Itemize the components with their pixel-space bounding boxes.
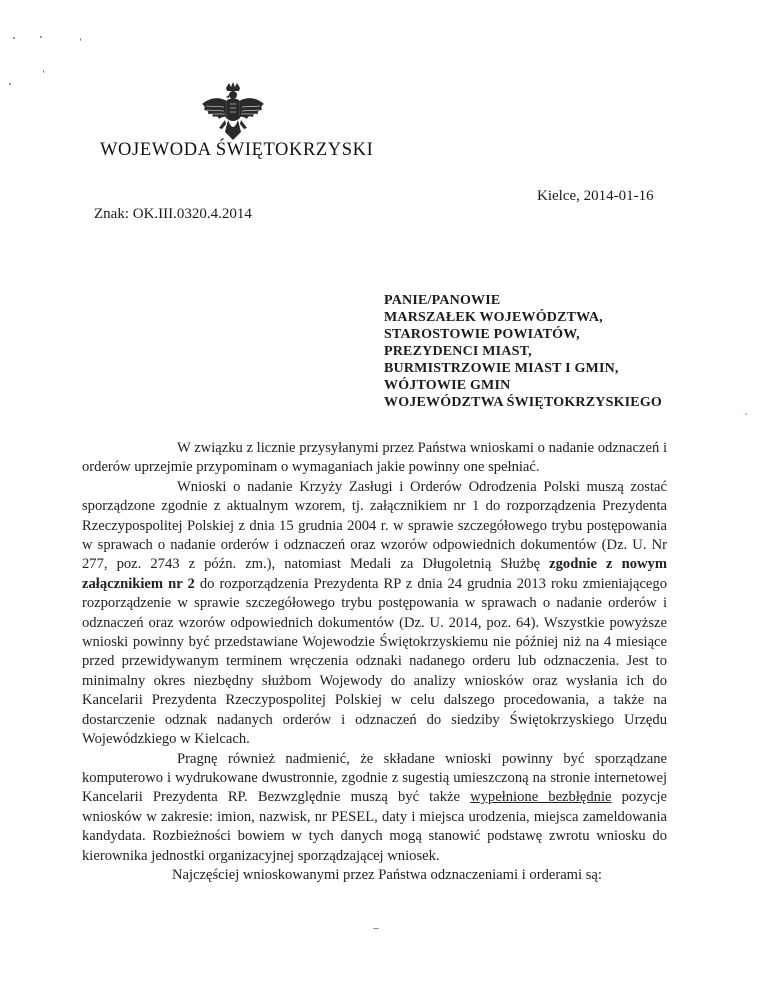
recipient-line: STAROSTOWIE POWIATÓW, (384, 327, 580, 342)
paragraph-requirements (82, 478, 667, 750)
scan-speck (80, 38, 81, 41)
paragraph-text: Pragnę również nadmienić, że składane wnioski powinny być sporządzane komputerowo i wydrukowane dwustronnie, zgodnie z sugestią umieszczoną na stronie internetowej Kancelarii Prezydenta RP. Bezwzględnie muszą być także (82, 750, 667, 806)
recipient-line: PREZYDENCI MIAST, (384, 344, 532, 359)
office-title: WOJEWODA ŚWIĘTOKRZYSKI (100, 140, 374, 160)
recipient-line: WOJEWÓDZTWA ŚWIĘTOKRZYSKIEGO (384, 395, 663, 410)
underlined-emphasis: wypełnione bezbłędnie (470, 789, 612, 806)
recipient-block (384, 292, 662, 411)
paragraph-format (82, 750, 667, 866)
paragraph-intro: W związku z licznie przysyłanymi przez Państwa wnioskami o nadanie odznaczeń i orderów uprzejmie przypominam o wymaganiach jakie powinny one spełniać. (82, 440, 667, 476)
recipient-line: BURMISTRZOWIE MIAST I GMIN, (384, 361, 619, 376)
place-and-date: Kielce, 2014-01-16 (537, 188, 654, 204)
scan-speck (43, 70, 44, 73)
scan-speck (40, 36, 42, 38)
recipient-line: WÓJTOWIE GMIN (384, 378, 511, 393)
polish-eagle-emblem-icon (200, 82, 266, 146)
scan-speck (13, 37, 15, 39)
scan-mark (373, 928, 379, 929)
reference-number: Znak: OK.III.0320.4.2014 (94, 206, 252, 222)
bold-emphasis: zgodnie z nowym załącznikiem nr 2 (82, 556, 667, 592)
recipient-line: MARSZAŁEK WOJEWÓDZTWA, (384, 310, 603, 325)
scan-speck (9, 83, 11, 85)
letter-body (82, 439, 667, 885)
paragraph-text: do rozporządzenia Prezydenta RP z dnia 24 grudnia 2013 roku zmieniającego rozporządzenie w sprawie szczegółowego trybu postępowania w sprawach o nadanie orderów i odznaczeń oraz wzorów odpowiednich dokumentów (Dz. U. 2014, poz. 64). Wszystkie powyższe wnioski powinny być przedstawiane Wojewodzie Świętokrzyskiemu nie później niż na 4 miesiące przed przewidywanym terminem wręczenia odznaki nadanego orderu lub odznaczenia. Jest to minimalny okres niezbędny służbom Wojewody do analizy wniosków oraz wysłania ich do Kancelarii Prezydenta Rzeczypospolitej Polskiej w celu dalszego procedowania, a także na dostarczenie odznak nadanych orderów i odznaczeń do siedziby Świętokrzyskiego Urzędu Wojewódzkiego w Kielcach. (82, 575, 668, 748)
paragraph-list-intro: Najczęściej wnioskowanymi przez Państwa odznaczeniami i orderami są: (172, 866, 602, 883)
recipient-line: PANIE/PANOWIE (384, 293, 501, 308)
scan-speck (745, 413, 747, 415)
paragraph-text: Wnioski o nadanie Krzyży Zasługi i Orderów Odrodzenia Polski muszą zostać sporządzone zgodnie z aktualnym wzorem, tj. załącznikiem nr 1 do rozporządzenia Prezydenta Rzeczypospolitej Polskiej z dnia 15 grudnia 2004 r. w sprawie szczegółowego trybu postępowania w sprawach o nadanie orderów i odznaczeń oraz wzorów odpowiednich dokumentów (Dz. U. Nr 277, poz. 2743 z późn. zm.), natomiast Medali za Długoletnią Służbę (82, 478, 667, 573)
paragraph-text: pozycje wniosków w zakresie: imion, nazwisk, nr PESEL, daty i miejsca urodzenia, miejsca zameldowania kandydata. Rozbieżności bowiem w tych danych mogą stanowić podstawę zwrotu wniosku do kierownika jednostki organizacyjnej sporządzającej wniosek. (82, 789, 667, 864)
